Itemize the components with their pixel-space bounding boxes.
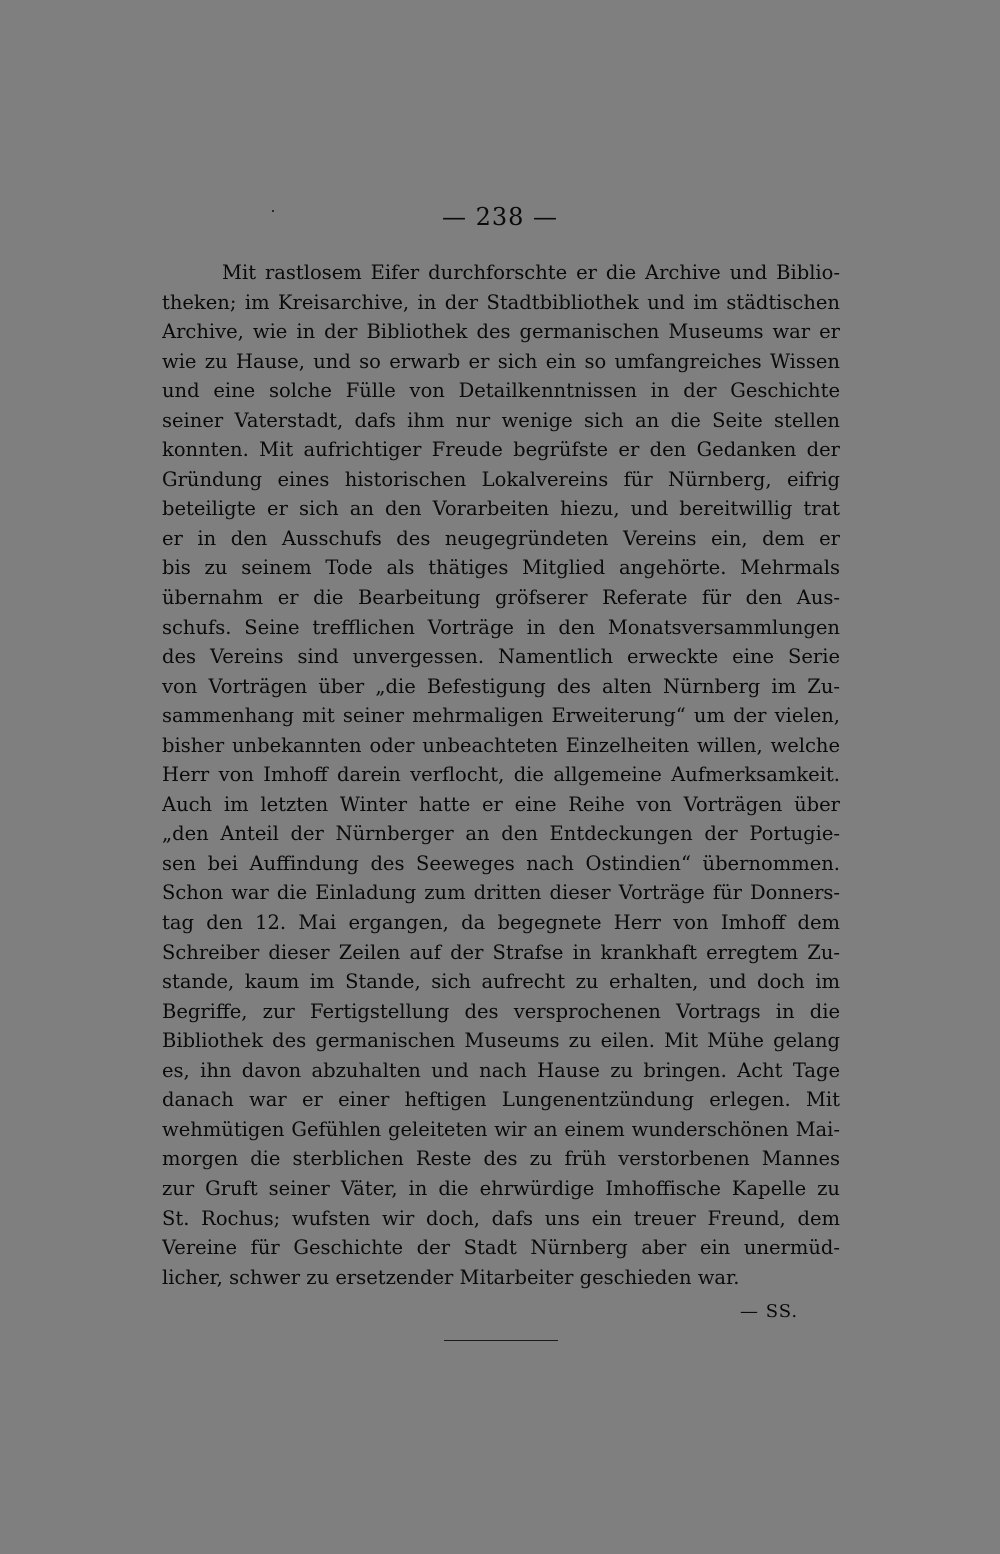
text-line: übernahm er die Bearbeitung gröfserer Referate für den Aus- [162,586,840,610]
text-line: Herr von Imhoff darein verflocht, die allgemeine Aufmerksamkeit. [162,763,840,787]
text-line: sen bei Auffindung des Seeweges nach Ostindien“ übernommen. [162,851,840,875]
text-line: danach war er einer heftigen Lungenentzündung erlegen. Mit [162,1088,840,1112]
text-line: Schon war die Einladung zum dritten dieser Vorträge für Donners- [162,881,840,905]
author-signature: — SS. [740,1301,799,1322]
text-line: bisher unbekannten oder unbeachteten Einzelheiten willen, welche [162,733,840,757]
text-line: wie zu Hause, und so erwarb er sich ein so umfangreiches Wissen [162,349,840,373]
text-line: Begriffe, zur Fertigstellung des versprochenen Vortrags in die [162,999,840,1023]
text-line: tag den 12. Mai ergangen, da begegnete Herr von Imhoff dem [162,911,840,935]
text-line: es, ihn davon abzuhalten und nach Hause zu bringen. Acht Tage [162,1058,840,1082]
text-line: Bibliothek des germanischen Museums zu eilen. Mit Mühe gelang [162,1029,840,1053]
text-line: Auch im letzten Winter hatte er eine Reihe von Vorträgen über [162,792,840,816]
text-line: morgen die sterblichen Reste des zu früh verstorbenen Mannes [162,1147,840,1171]
text-line: er in den Ausschufs des neugegründeten Vereins ein, dem er [162,526,840,550]
text-line: und eine solche Fülle von Detailkenntnissen in der Geschichte [162,379,840,403]
text-line: „den Anteil der Nürnberger an den Entdeckungen der Portugie- [162,822,840,846]
text-line: schufs. Seine trefflichen Vorträge in den Monatsversammlungen [162,615,840,639]
text-line: konnten. Mit aufrichtiger Freude begrüfste er den Gedanken der [162,438,840,462]
text-line: theken; im Kreisarchive, in der Stadtbibliothek und im städtischen [162,290,840,314]
text-line: licher, schwer zu ersetzender Mitarbeiter geschieden war. [162,1265,740,1289]
text-line: Mit rastlosem Eifer durchforschte er die Archive und Biblio- [222,261,840,284]
text-line: zur Gruft seiner Väter, in die ehrwürdige Imhoffische Kapelle zu [162,1176,840,1200]
page-number: — 238 — [441,203,559,231]
text-line: Vereine für Geschichte der Stadt Nürnberg aber ein unermüd- [162,1236,840,1260]
body-paragraph [162,258,840,1292]
text-line: von Vorträgen über „die Befestigung des alten Nürnberg im Zu- [162,674,840,698]
text-line: seiner Vaterstadt, dafs ihm nur wenige sich an die Seite stellen [162,408,840,432]
text-line: des Vereins sind unvergessen. Namentlich erweckte eine Serie [162,645,840,669]
text-line: wehmütigen Gefühlen geleiteten wir an einem wunderschönen Mai- [162,1117,840,1141]
text-line: Archive, wie in der Bibliothek des germanischen Museums war er [162,320,840,344]
text-line: St. Rochus; wufsten wir doch, dafs uns ein treuer Freund, dem [162,1206,840,1230]
text-line: bis zu seinem Tode als thätiges Mitglied angehörte. Mehrmals [162,556,840,580]
text-line: Schreiber dieser Zeilen auf der Strafse in krankhaft erregtem Zu- [162,940,840,964]
text-line: Gründung eines historischen Lokalvereins für Nürnberg, eifrig [162,467,840,491]
section-divider [444,1340,558,1341]
text-line: sammenhang mit seiner mehrmaligen Erweiterung“ um der vielen, [162,704,840,728]
text-line: beteiligte er sich an den Vorarbeiten hiezu, und bereitwillig trat [162,497,840,521]
text-line: stande, kaum im Stande, sich aufrecht zu erhalten, und doch im [162,970,840,994]
